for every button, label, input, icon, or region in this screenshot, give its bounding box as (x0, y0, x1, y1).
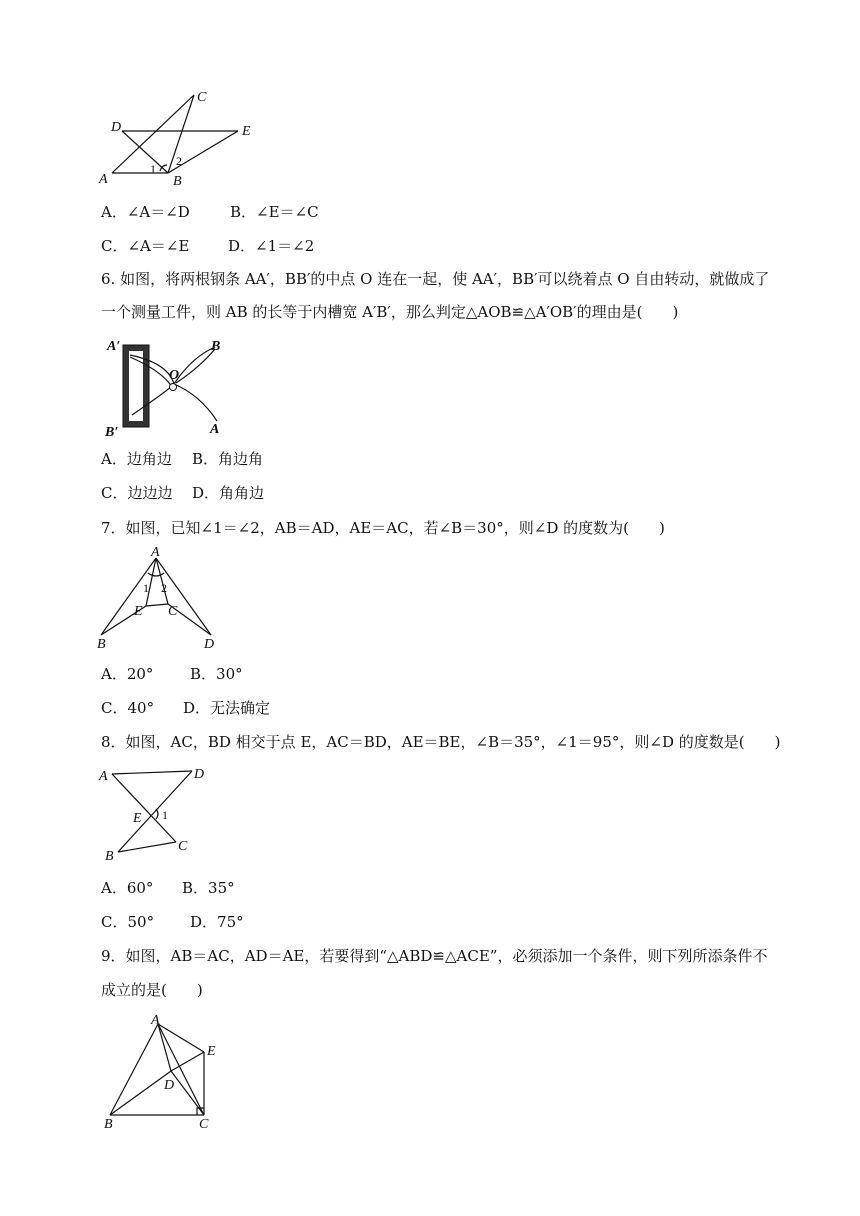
q9-figure (96, 1012, 226, 1132)
q5-label-d: D (111, 120, 122, 135)
q9-label-c: C (199, 1117, 209, 1132)
q8-label-b: B (105, 849, 114, 864)
q9-question-line2: 成立的是( ) (101, 981, 203, 999)
q7-label-d: D (204, 637, 215, 652)
q6-label-a: A (210, 422, 220, 437)
q7-option-b: B．30° (190, 665, 243, 683)
q7-option-d: D．无法确定 (183, 699, 271, 717)
q7-option-a: A．20° (101, 665, 154, 683)
q8-label-a: A (99, 769, 108, 784)
q6-label-b: B (211, 339, 221, 354)
q5-option-a: A．∠A＝∠D (101, 203, 190, 221)
q8-option-c: C．50° (101, 913, 155, 931)
q6-option-b: B．角边角 (192, 450, 264, 468)
q8-option-d: D．75° (190, 913, 244, 931)
q7-figure (92, 545, 222, 655)
q5-option-b: B．∠E＝∠C (230, 203, 319, 221)
q9-question-line1: 9．如图，AB＝AC，AD＝AE，若要得到“△ABD≌△ACE”，必须添加一个条件，则下列所添条件不 (101, 947, 768, 965)
q5-angle-1: 1 (150, 162, 156, 176)
q5-angle-2: 2 (176, 154, 182, 168)
q5-label-b: B (173, 174, 182, 189)
q6-option-a: A．边角边 (101, 450, 172, 468)
q9-label-a: A (151, 1013, 160, 1028)
q6-label-o: O (169, 368, 180, 383)
q8-figure (96, 762, 216, 862)
q8-option-a: A．60° (101, 879, 154, 897)
q6-label-b-prime: B′ (105, 425, 119, 440)
q7-angle-2: 2 (161, 581, 167, 595)
q5-figure (96, 85, 266, 190)
q8-angle-1: 1 (162, 808, 168, 822)
q9-label-d: D (164, 1078, 175, 1093)
q8-question-line1: 8．如图，AC，BD 相交于点 E，AC＝BD，AE＝BE，∠B＝35°，∠1＝95°，则∠D 的度数是( ) (101, 733, 781, 751)
q6-label-a-prime: A′ (107, 339, 121, 354)
q6-option-d: D．角角边 (192, 484, 265, 502)
q6-question-line1: 6. 如图，将两根钢条 AA′，BB′的中点 O 连在一起，使 AA′，BB′可以绕着点 O 自由转动，就做成了 (101, 270, 770, 288)
q9-label-e: E (207, 1044, 216, 1059)
q6-figure (100, 333, 235, 443)
q5-label-c: C (197, 90, 207, 105)
q8-option-b: B．35° (182, 879, 235, 897)
q7-label-a: A (151, 545, 160, 560)
q6-option-c: C．边边边 (101, 484, 173, 502)
q8-label-d: D (194, 767, 205, 782)
q8-label-c: C (178, 839, 188, 854)
q8-label-e: E (133, 811, 142, 826)
q5-label-e: E (242, 124, 251, 139)
q7-question-line1: 7．如图，已知∠1＝∠2，AB＝AD，AE＝AC，若∠B＝30°，则∠D 的度数为( ) (101, 519, 665, 537)
q7-label-c: C (168, 604, 178, 619)
q7-angle-1: 1 (143, 581, 149, 595)
q7-label-b: B (97, 637, 106, 652)
q9-label-b: B (104, 1117, 113, 1132)
q5-option-c: C．∠A＝∠E (101, 237, 190, 255)
q5-option-d: D．∠1＝∠2 (228, 237, 315, 255)
q5-label-a: A (99, 172, 108, 187)
q6-question-line2: 一个测量工件，则 AB 的长等于内槽宽 A′B′，那么判定△AOB≌△A′OB′的理由是( ) (101, 303, 679, 321)
q7-label-e: E (134, 604, 143, 619)
q7-option-c: C．40° (101, 699, 155, 717)
